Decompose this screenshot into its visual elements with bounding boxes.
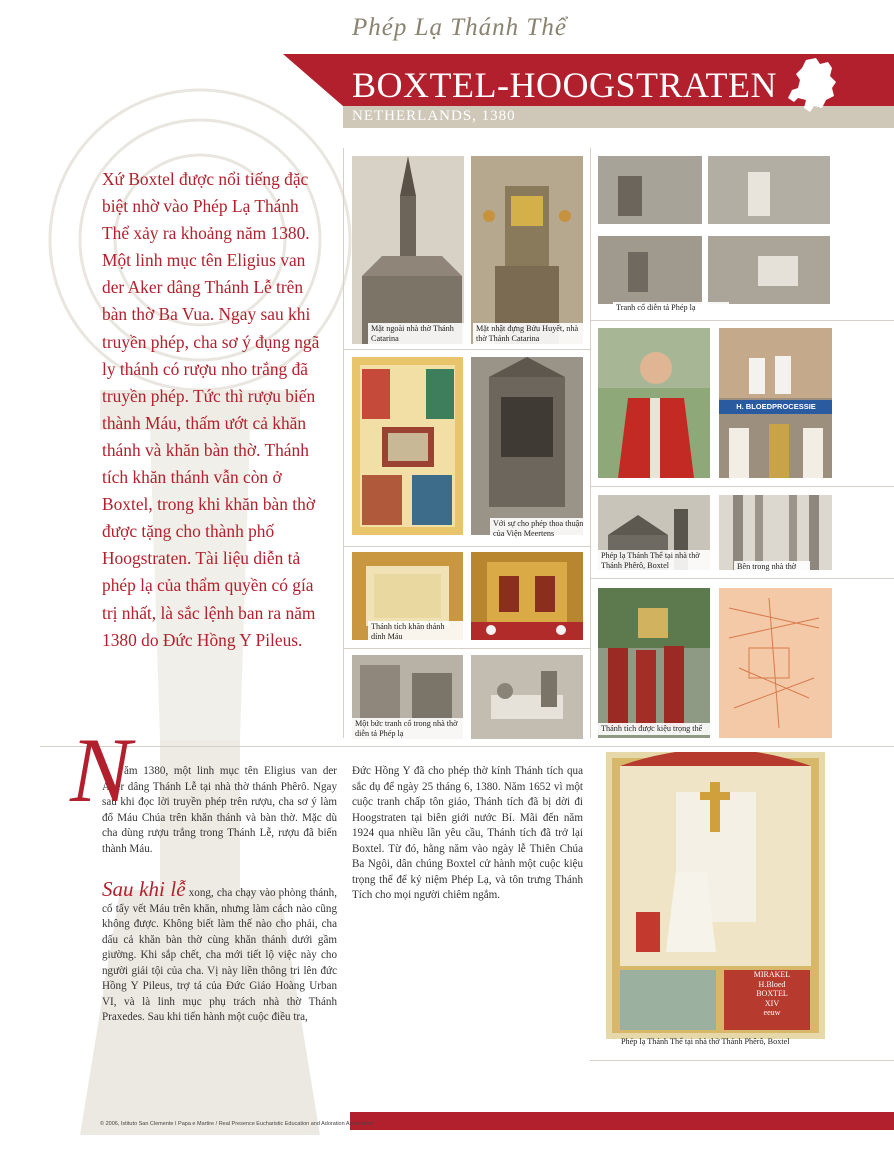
grid-line [343,648,590,649]
netherlands-map-icon [786,58,838,114]
grid-line [40,746,894,747]
copyright-text: © 2006, Istituto San Clemente I Papa e Martire / Real Presence Eucharistic Education and Adoration Association [100,1121,375,1127]
painting-line-3: BOXTEL [756,989,788,998]
reliquary-altar-photo [471,156,583,344]
illuminated-manuscript-photo [352,357,463,535]
miracle-paintings-photo [598,156,830,304]
caption-reliquary-altar: Mặt nhật đựng Bửu Huyết, nhà thờ Thánh Catarina [473,323,587,344]
caption-miracle-paintings: Tranh cổ diễn tả Phép lạ [613,302,729,314]
grid-line [590,1060,894,1061]
caption-cloth-relic: Thánh tích khăn thánh dính Máu [368,621,464,642]
priest-portrait-photo [598,328,710,478]
drop-cap: N [70,719,132,821]
deathbed-painting-photo [471,655,583,739]
church-exterior-photo [352,156,464,344]
grid-line [343,546,590,547]
body-paragraph-2-text: xong, cha chạy vào phòng thánh, cố tẩy vết Máu trên khăn, nhưng làm cách nào cũng không được. Không biết làm thế nào cho phải, cha dấu cả khăn bàn thờ cùng khăn thánh dưới gầm giường. Khi sắp chết, cha mới tiết lộ việc này cho người giải tội của cha. Vị này liền thông tri lên đức Hồng Y Pileus, trợ tá của Đức Giáo Hoàng Urban VI, và là linh mục phụ trách nhà thờ Thánh Praxedes. Sau khi tiến hành một cuộc điều tra, [102,887,337,1023]
golden-reliquary-photo [471,552,583,640]
caption-relic-procession: Thánh tích được kiệu trọng thể [598,723,714,735]
caption-old-painting: Một bức tranh cổ trong nhà thờ diễn tả Phép lạ [352,718,466,739]
grid-line [343,148,344,738]
painting-inscription [732,970,812,1018]
caption-approval: Với sự cho phép thoa thuận của Viện Meertens [490,518,588,539]
run-in-heading: Sau khi lễ [102,877,186,901]
grid-line [590,486,894,487]
grid-line [590,320,894,321]
painting-line-4: XIV [764,998,780,1008]
caption-church-interior: Bên trong nhà thờ [734,561,810,573]
subtitle: NETHERLANDS, 1380 [352,108,516,124]
caption-large-painting: Phép lạ Thánh Thể tại nhà thờ Thánh Phêrô, Boxtel [621,1037,790,1046]
body-paragraph-2 [102,877,337,1026]
caption-church-exterior: Mặt ngoài nhà thờ Thánh Catarina [368,323,466,344]
series-title: Phép Lạ Thánh Thể [352,14,567,41]
body-paragraph-1: ăm 1380, một linh mục tên Eligius van der Aker dâng Thánh Lễ tại nhà thờ thánh Phêrô. Ngay sau khi đọc lời truyền phép trên rượu, cha sơ ý làm đổ Máu Chúa trên khăn thánh và bàn thờ. Mặc dù cha dùng rượu trắng trong Thánh Lễ, rượu đã biến thành Máu. [102,765,337,855]
relic-procession-photo [598,588,710,738]
caption-st-peter-church: Phép lạ Thánh Thể tại nhà thờ Thánh Phêrô, Boxtel [598,550,714,571]
painting-line-1: MIRAKEL [753,970,791,979]
gothic-shrine-photo [471,357,583,535]
footer-band [350,1112,894,1130]
intro-text: Xứ Boxtel được nổi tiếng đặc biệt nhờ vào Phép Lạ Thánh Thể xảy ra khoảng năm 1380. Một linh mục tên Eligius van der Aker dâng Thánh Lễ trên bàn thờ Ba Vua. Ngay sau khi truyền phép, cha sơ ý đụng ngã ly thánh có rượu nho trắng đã truyền phép. Tức thì rượu biến thành Máu, thấm ướt cả khăn thánh và khăn bàn thờ. Thánh tích khăn thánh vẫn còn ở Boxtel, trong khi khăn bàn thờ được tặng cho thành phố Hoogstraten. Tài liệu diễn tả phép lạ của thẩm quyền có gía trị nhất, là sắc lệnh ban ra năm 1380 do Đức Hồng Y Pileus. [102,169,320,650]
grid-line [590,148,591,738]
grid-line [590,578,894,579]
grid-line [343,349,590,350]
procession-banner-text: H. BLOEDPROCESSIE [736,402,816,411]
main-title: BOXTEL-HOOGSTRATEN [352,65,777,105]
sketch-drawing-photo [719,588,832,738]
body-column-2: Đức Hồng Y đã cho phép thờ kính Thánh tích qua sắc dụ để ngày 25 tháng 6, 1380. Năm 1652 vì một cuộc tranh chấp tôn giáo, Thánh tích đã bị dời đi Hoogstraten tại biên giới nước Bỉ. Mãi đến năm 1924 qua nhiều lần yêu cầu, Thánh tích đã trở lại Boxtel. Từ đó, hằng năm vào ngày lễ Thiên Chúa Ba Ngôi, dân chúng Boxtel cử hành một cuộc kiệu trọng thể để kỷ niệm Phép Lạ, và tôn trưng Thánh Tích cho mọi người chiêm ngắm. [352,765,583,901]
church-interior-photo [719,495,832,570]
painting-line-2: H.Bloed [758,979,786,989]
painting-line-5: eeuw [763,1008,781,1017]
